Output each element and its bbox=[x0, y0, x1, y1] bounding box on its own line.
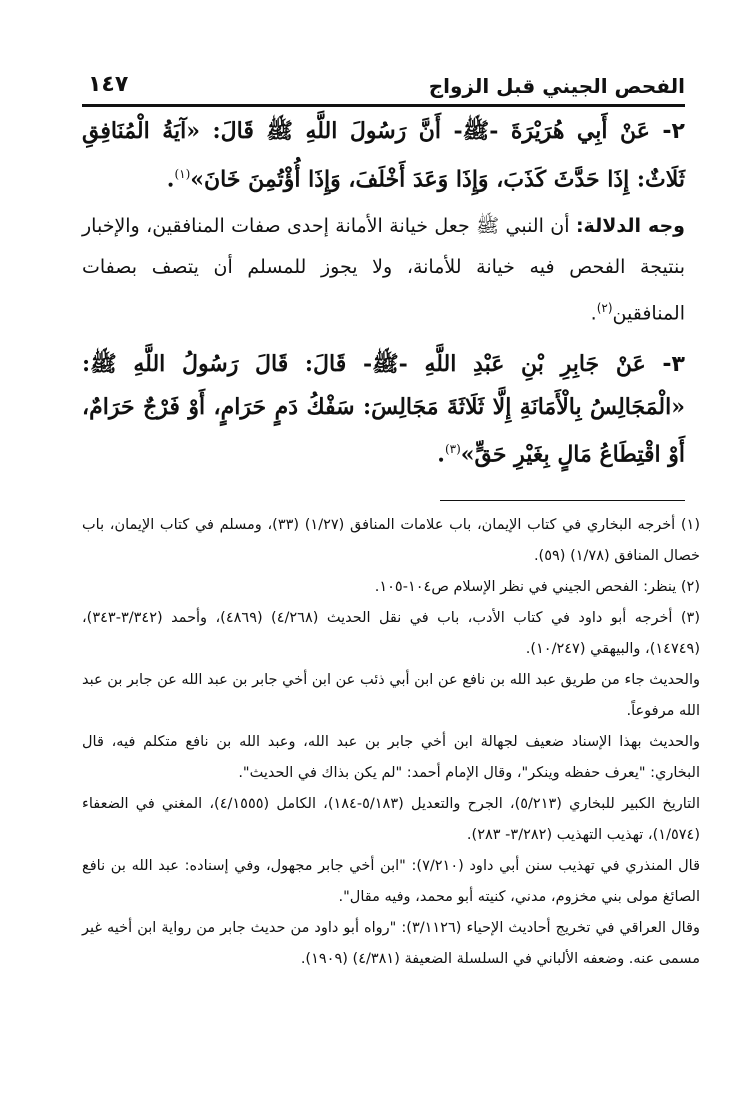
running-title: الفحص الجيني قبل الزواج bbox=[428, 74, 685, 98]
evidence-label: وجه الدلالة: bbox=[575, 215, 685, 238]
footnote-3-grading: والحديث بهذا الإسناد ضعيف لجهالة ابن أخي جابر بن عبد الله، وعبد الله بن نافع متكلم فيه، قال البخاري: "يعرف حفظه وينكر"، وقال الإمام أحمد: "لم يكن بذاك في الحديث". bbox=[82, 734, 700, 781]
header-divider bbox=[82, 104, 685, 107]
footnote-3-references: التاريخ الكبير للبخاري (٥/٢١٣)، الجرح والتعديل (٥/١٨٣-١٨٤)، الكامل (٤/١٥٥٥)، المغني في الضعفاء (١/٥٧٤)، تهذيب التهذيب (٣/٢٨٢- ٢٨٣). bbox=[82, 796, 700, 843]
evidence-paragraph: وجه الدلالة: أن النبي ﷺ جعل خيانة الأمانة إحدى صفات المنافقين، والإخبار بنتيجة الفحص فيه خيانة للأمانة، ولا يجوز للمسلم أن يتصف بصفات المنافقين$^{(٢)}$. bbox=[82, 215, 685, 325]
evidence-text: أن النبي ﷺ جعل خيانة الأمانة إحدى صفات المنافقين، والإخبار بنتيجة الفحص فيه خيانة للأمانة، ولا يجوز للمسلم أن يتصف بصفات المنافقين bbox=[82, 215, 685, 325]
hadith-2-text: عَنْ أَبِي هُرَيْرَةَ -ﷺ- أَنَّ رَسُولَ اللَّهِ ﷺ قَالَ: «آيَةُ الْمُنَافِقِ ثَلَاثٌ: إِذَا حَدَّثَ كَذَبَ، وَإِذَا وَعَدَ أَخْلَفَ، وَإِذَا أُؤْتُمِنَ خَانَ» bbox=[82, 118, 685, 193]
footnote-1: (١) أخرجه البخاري في كتاب الإيمان، باب علامات المنافق (١/٢٧) (٣٣)، ومسلم في كتاب الإيمان، باب خصال المنافق (١/٧٨) (٥٩). bbox=[82, 517, 700, 564]
footnote-3: (٣) أخرجه أبو داود في كتاب الأدب، باب في نقل الحديث (٤/٢٦٨) (٤٨٦٩)، وأحمد (٣/٣٤٢-٣٤٣)، (١٤٧٤٩)، والبيهقي (١٠/٢٤٧). bbox=[82, 610, 700, 657]
hadith-2: ٢- عَنْ أَبِي هُرَيْرَةَ -ﷺ- أَنَّ رَسُولَ اللَّهِ ﷺ قَالَ: «آيَةُ الْمُنَافِقِ ثَلَاثٌ: إِذَا حَدَّثَ كَذَبَ، وَإِذَا وَعَدَ أَخْلَفَ، وَإِذَا أُؤْتُمِنَ خَانَ»$^{(١)}$. bbox=[82, 118, 685, 193]
footnote-3-mundhiri: قال المنذري في تهذيب سنن أبي داود (٧/٢١٠): "ابن أخي جابر مجهول، وفي إسناده: عبد الله بن نافع الصائغ مولى بني مخزوم، مدني، كنيته أبو محمد، وفيه مقال". bbox=[82, 858, 700, 905]
hadith-3: ٣- عَنْ جَابِرِ بْنِ عَبْدِ اللَّهِ -ﷺ- قَالَ: قَالَ رَسُولُ اللَّهِ ﷺ: «الْمَجَالِسُ بِالْأَمَانَةِ إِلَّا ثَلَاثَةَ مَجَالِسَ: سَفْكُ دَمٍ حَرَامٍ، أَوْ فَرْجٌ حَرَامٌ، أَوْ اقْتِطَاعُ مَالٍ بِغَيْرِ حَقٍّ»$^{(٣)}$. bbox=[82, 350, 685, 467]
hadith-3-number: ٣- bbox=[662, 351, 685, 377]
hadith-3-text: عَنْ جَابِرِ بْنِ عَبْدِ اللَّهِ -ﷺ- قَالَ: قَالَ رَسُولُ اللَّهِ ﷺ: «الْمَجَالِسُ بِالْأَمَانَةِ إِلَّا ثَلَاثَةَ مَجَالِسَ: سَفْكُ دَمٍ حَرَامٍ، أَوْ فَرْجٌ حَرَامٌ، أَوْ اقْتِطَاعُ مَالٍ بِغَيْرِ حَقٍّ» bbox=[82, 350, 685, 467]
page-number: ١٤٧ bbox=[88, 72, 129, 97]
footnote-3-chain: والحديث جاء من طريق عبد الله بن نافع عن ابن أبي ذئب عن ابن أخي جابر بن عبد الله عن جابر بن عبد الله مرفوعاً. bbox=[82, 672, 700, 719]
footnote-3-iraqi: وقال العراقي في تخريج أحاديث الإحياء (٣/١١٢٦): "رواه أبو داود من حديث جابر من رواية ابن أخيه غير مسمى عنه. وضعفه الألباني في السلسلة الضعيفة (٤/٣٨١) (١٩٠٩). bbox=[82, 920, 700, 967]
footnote-ref-1: (١) bbox=[174, 167, 191, 181]
footnote-2: (٢) ينظر: الفحص الجيني في نظر الإسلام ص١٠٤-١٠٥. bbox=[374, 579, 700, 595]
footnotes bbox=[82, 510, 700, 975]
footnote-ref-2: (٢) bbox=[596, 301, 613, 316]
main-text bbox=[82, 110, 685, 475]
hadith-2-number: ٢- bbox=[662, 119, 685, 144]
footnote-separator bbox=[440, 500, 685, 501]
footnote-ref-3: (٣) bbox=[444, 441, 461, 456]
page-header bbox=[82, 68, 685, 104]
